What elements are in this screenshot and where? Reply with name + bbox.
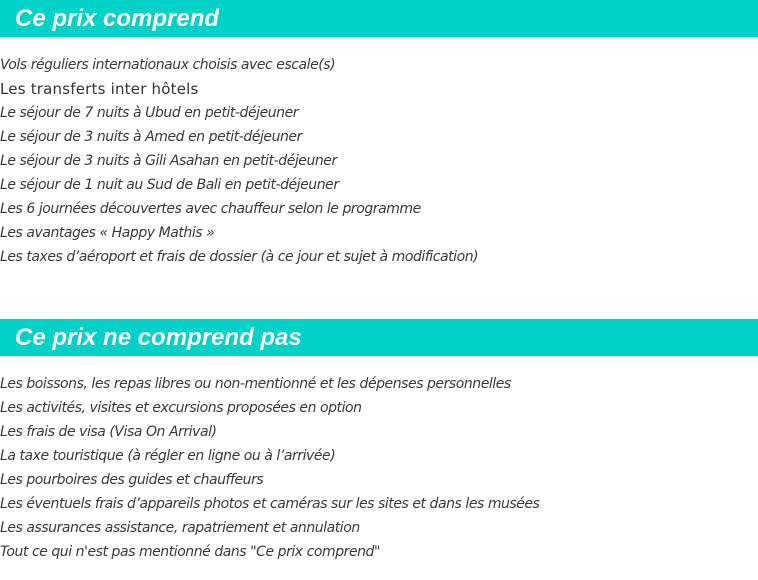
list-item: Les assurances assistance, rapatriement et annulation	[0, 520, 360, 536]
excluded-list	[0, 372, 539, 564]
list-item: Les transferts inter hôtels	[0, 80, 199, 98]
list-item: Le séjour de 7 nuits à Ubud en petit-déjeuner	[0, 105, 299, 121]
list-item: Les taxes d’aéroport et frais de dossier (à ce jour et sujet à modification)	[0, 249, 479, 265]
list-item: Les 6 journées découvertes avec chauffeur selon le programme	[0, 201, 421, 217]
list-item: Les boissons, les repas libres ou non-mentionné et les dépenses personnelles	[0, 376, 511, 392]
list-item: Le séjour de 1 nuit au Sud de Bali en petit-déjeuner	[0, 177, 339, 193]
list-item: Les pourboires des guides et chauffeurs	[0, 472, 264, 488]
list-item: Le séjour de 3 nuits à Amed en petit-déjeuner	[0, 129, 302, 145]
list-item: Le séjour de 3 nuits à Gili Asahan en petit-déjeuner	[0, 153, 337, 169]
list-item: La taxe touristique (à régler en ligne ou à l’arrivée)	[0, 448, 336, 464]
list-item: Tout ce qui n'est pas mentionné dans "Ce prix comprend"	[0, 544, 380, 560]
list-item: Les activités, visites et excursions proposées en option	[0, 400, 362, 416]
list-item: Vols réguliers internationaux choisis avec escale(s)	[0, 57, 336, 73]
list-item: Les frais de visa (Visa On Arrival)	[0, 424, 217, 440]
list-item: Les avantages « Happy Mathis »	[0, 225, 215, 241]
included-list	[0, 53, 478, 269]
section-title-included: Ce prix comprend	[0, 0, 758, 37]
section-title-excluded: Ce prix ne comprend pas	[0, 319, 758, 356]
list-item: Les éventuels frais d’appareils photos et caméras sur les sites et dans les musées	[0, 496, 540, 512]
